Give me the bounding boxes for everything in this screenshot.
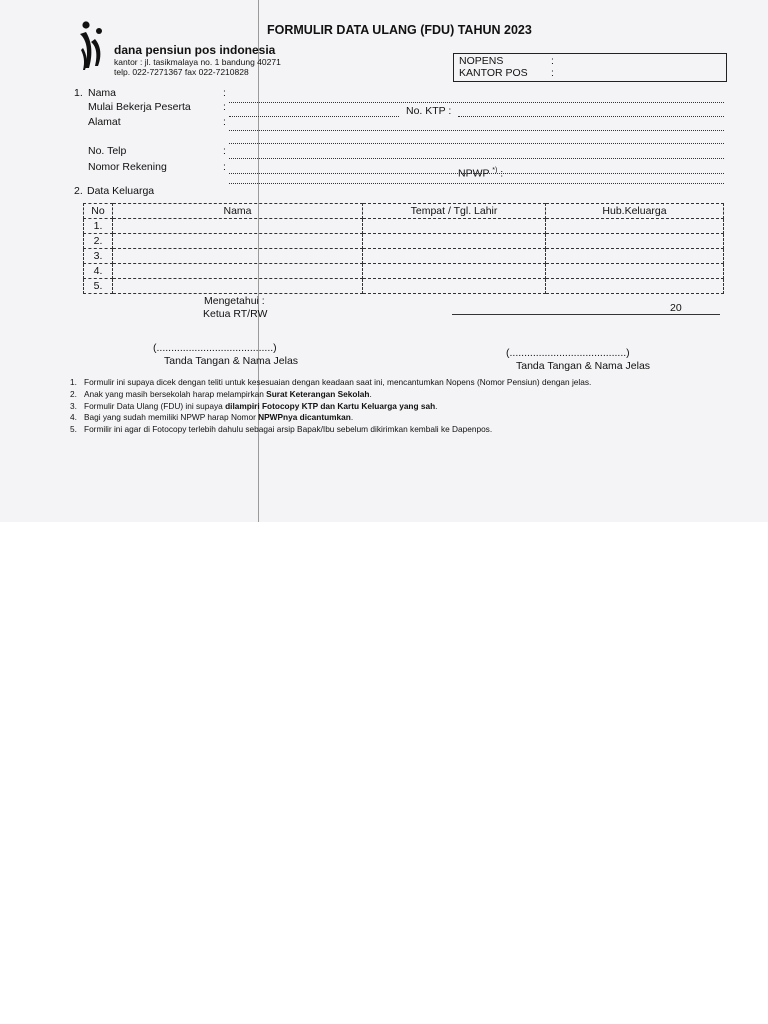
tempat-tgl-lahir-cell[interactable] xyxy=(363,234,546,249)
tempat-tgl-lahir-cell[interactable] xyxy=(363,264,546,279)
alamat-field-line-1 xyxy=(229,130,724,131)
col-header-tempat-tgl-lahir: Tempat / Tgl. Lahir xyxy=(363,204,546,219)
npwp-label xyxy=(458,167,503,180)
section1-number: 1. xyxy=(74,87,83,99)
hub-keluarga-cell[interactable] xyxy=(546,219,724,234)
hub-keluarga-cell[interactable] xyxy=(546,264,724,279)
table-row xyxy=(84,219,724,234)
table-row xyxy=(84,234,724,249)
kantor-pos-label: KANTOR POS xyxy=(459,67,528,79)
row-number: 2. xyxy=(84,234,113,249)
note-item: 5. Formilir ini agar di Fotocopy terlebih dahulu sebagai arsip Bapak/Ibu sebelum dikirimkan kembali ke Dapenpos. xyxy=(70,424,493,435)
nopens-colon: : xyxy=(551,55,554,67)
table-header-row xyxy=(84,204,724,219)
nama-cell[interactable] xyxy=(113,219,363,234)
nama-cell[interactable] xyxy=(113,234,363,249)
org-name: dana pensiun pos indonesia xyxy=(114,43,276,57)
kantor-pos-colon: : xyxy=(551,67,554,79)
form-title: FORMULIR DATA ULANG (FDU) TAHUN 2023 xyxy=(267,23,532,37)
alamat-label: Alamat xyxy=(88,116,121,128)
hub-keluarga-cell[interactable] xyxy=(546,279,724,294)
row-number: 5. xyxy=(84,279,113,294)
note-item: 1. Formulir ini supaya dicek dengan teliti untuk kesesuaian dengan keadaan saat ini, mencantumkan Nopens (Nomor Pensiun) dengan jelas. xyxy=(70,377,592,387)
mulai-bekerja-label: Mulai Bekerja Peserta xyxy=(88,101,191,113)
col-header-hub-keluarga: Hub.Keluarga xyxy=(546,204,724,219)
left-signature-blank: (........................................) xyxy=(153,342,277,354)
nopens-box xyxy=(453,53,727,82)
note-item: 3. Formulir Data Ulang (FDU) ini supaya dilampiri Fotocopy KTP dan Kartu Keluarga yang sah. xyxy=(70,400,438,411)
row-number: 3. xyxy=(84,249,113,264)
hub-keluarga-cell[interactable] xyxy=(546,234,724,249)
section2-number: 2. xyxy=(74,185,83,197)
table-row xyxy=(84,279,724,294)
npwp-field-line xyxy=(229,183,724,184)
nama-field-line xyxy=(229,102,724,103)
no-ktp-field-line xyxy=(458,116,724,117)
tempat-tgl-lahir-cell[interactable] xyxy=(363,219,546,234)
mulai-bekerja-field-line xyxy=(229,116,399,117)
left-signature-caption: Tanda Tangan & Nama Jelas xyxy=(164,355,299,367)
npwp-colon: : xyxy=(500,167,504,180)
row-number: 1. xyxy=(84,219,113,234)
note-item: 4. Bagi yang sudah memiliki NPWP harap Nomor NPWPnya dicantumkan. xyxy=(70,412,354,423)
no-ktp-label: No. KTP : xyxy=(406,105,452,117)
table-row xyxy=(84,264,724,279)
nama-cell[interactable] xyxy=(113,249,363,264)
dapenpos-logo-icon xyxy=(77,20,107,72)
tempat-tgl-lahir-cell[interactable] xyxy=(363,249,546,264)
nama-colon: : xyxy=(223,87,226,99)
table-row xyxy=(84,249,724,264)
no-telp-label: No. Telp xyxy=(88,145,127,157)
no-telp-colon: : xyxy=(223,145,226,157)
nama-cell[interactable] xyxy=(113,264,363,279)
notes-list xyxy=(70,377,591,436)
right-signature-blank: (........................................) xyxy=(506,347,630,359)
mulai-bekerja-colon: : xyxy=(223,101,226,113)
nomor-rekening-label: Nomor Rekening xyxy=(88,161,167,173)
date-line xyxy=(452,314,720,315)
nomor-rekening-colon: : xyxy=(223,161,226,173)
nama-label: Nama xyxy=(88,87,117,99)
alamat-field-line-2 xyxy=(229,143,724,144)
mengetahui-label: Mengetahui : xyxy=(204,295,265,307)
nama-cell[interactable] xyxy=(113,279,363,294)
row-number: 4. xyxy=(84,264,113,279)
org-phone: telp. 022-7271367 fax 022-7210828 xyxy=(114,67,249,77)
col-header-nama: Nama xyxy=(113,204,363,219)
org-address: kantor : jl. tasikmalaya no. 1 bandung 40271 xyxy=(114,57,281,67)
family-data-table xyxy=(83,203,724,294)
alamat-colon: : xyxy=(223,116,226,128)
section2-title: Data Keluarga xyxy=(87,185,155,197)
npwp-footnote-mark: *) xyxy=(492,167,498,174)
tempat-tgl-lahir-cell[interactable] xyxy=(363,279,546,294)
right-signature-caption: Tanda Tangan & Nama Jelas xyxy=(516,360,651,372)
nopens-label: NOPENS xyxy=(459,55,504,67)
ketua-rt-rw-label: Ketua RT/RW xyxy=(203,308,268,320)
col-header-no: No xyxy=(84,204,113,219)
hub-keluarga-cell[interactable] xyxy=(546,249,724,264)
no-telp-field-line xyxy=(229,158,724,159)
note-item: 2. Anak yang masih bersekolah harap melampirkan Surat Keterangan Sekolah. xyxy=(70,388,372,399)
date-year: 20 xyxy=(670,302,682,314)
npwp-text: NPWP xyxy=(458,167,490,180)
